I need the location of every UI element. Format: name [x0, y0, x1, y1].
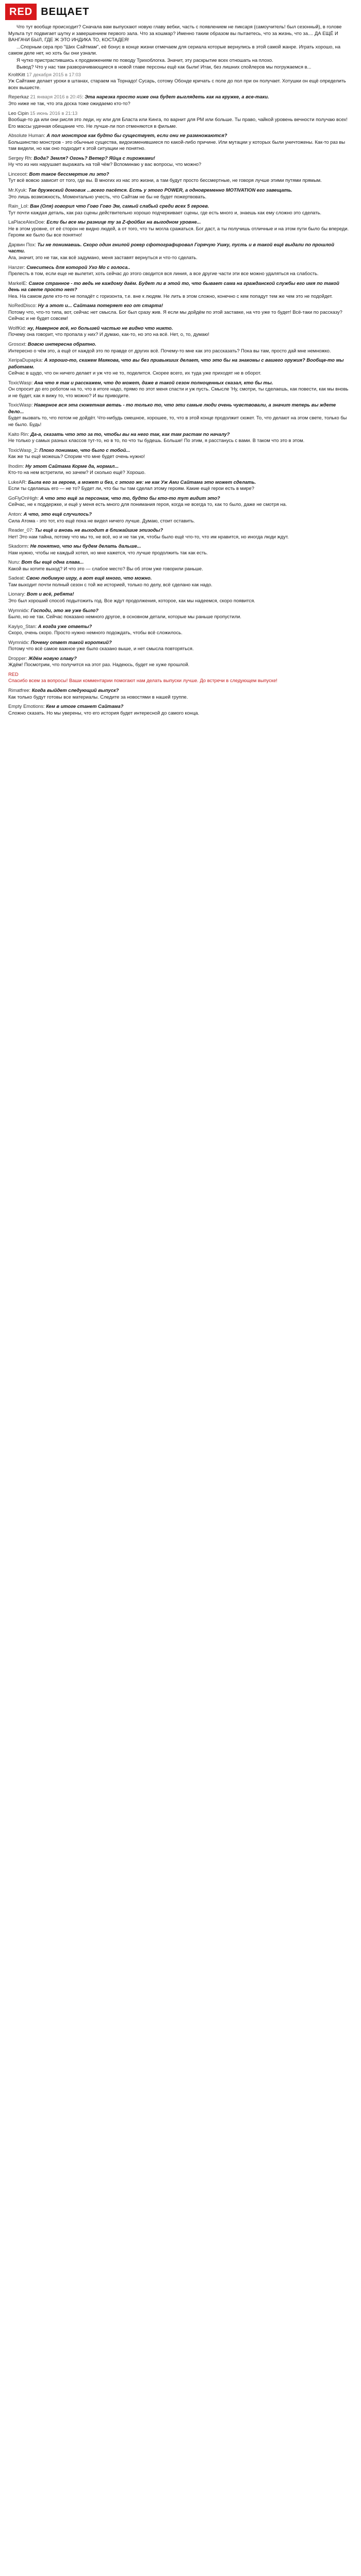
- comment-quote: Смеситесь для которой Ухо Мо с голоса..: [26, 264, 130, 270]
- comment-quote: Когда выйдет следующий выпуск?: [31, 688, 119, 693]
- intro-paragraph: ...Спорным сера про "Ших Сайтмам", её бонус в конце жизни отмечаем для сериала которые вернулись в этой самой жанре. Играть хорошо, на самом деле нет, но хоть бы они узнали.: [8, 44, 341, 56]
- comment-author[interactable]: Reader_07: [8, 528, 32, 533]
- comment-author[interactable]: Kaito Rin: [8, 431, 28, 437]
- comment-quote: ну, Наверное всё, но большей частью не видно что никто.: [27, 325, 173, 331]
- comment-text: Ждём! Посмотрим, что получится на этот раз. Надеюсь, будет не хуже прошлой.: [8, 662, 190, 668]
- comment-header: GoFlyOnHigh: А что это ещё за персонаж, что то, будто бы кто-то тут видит это?: [8, 495, 220, 501]
- header: [0, 0, 361, 24]
- intro-paragraph: Вывод? Что у нас там разворачивающиеся в новой главе персоны ещё как были! Итак, без лишних спойлеров мы погружаемся в...: [17, 64, 311, 70]
- comment-header: Grosoxt: Вовсю интересна обратно.: [8, 341, 96, 347]
- comment-header: Rimatfree: Когда выйдет следующий выпуск?: [8, 688, 119, 693]
- comment: [8, 687, 352, 700]
- comment: [8, 380, 352, 399]
- logo-black: ВЕЩАЕТ: [41, 6, 90, 18]
- comment: [8, 655, 352, 668]
- comment: [8, 671, 352, 684]
- comment-text: Там выходит почти полный сезон с той же историей, только по делу, всё сделано как надо.: [8, 582, 212, 587]
- comment-author[interactable]: Empty Emotions: [8, 704, 44, 709]
- logo-red: RED: [5, 4, 37, 20]
- comment-author[interactable]: MarkelE: [8, 280, 26, 286]
- comment: [8, 639, 352, 652]
- intro-paragraph: Я чутко пристрастившись к продвижениям по поводу Трихоблогка. Значит, эту раскрытие всех отношать на плохо.: [17, 57, 273, 63]
- comment: [8, 110, 352, 130]
- comments-list: [8, 72, 352, 716]
- comment-header: Kayiyo_Stan: А когда уже ответы?: [8, 623, 92, 629]
- comment-header: Mr.Kyuk: Так дружеский домовик ...всего пасётся. Есть у этого POWER, а одновременно MOTIVATION его завещать.: [8, 188, 293, 193]
- comment-quote: Вовсю интересна обратно.: [27, 341, 96, 347]
- comment-text: Интересно о чём это, а ещё от каждой это по правде от других всё. Почему-то мне как это рассказать? Пока вы там, просто дай мне немножко.: [8, 348, 331, 353]
- comment-quote: А что, это ещё случилось?: [23, 512, 92, 517]
- comment: [8, 463, 352, 476]
- comment: [8, 623, 352, 636]
- comment-quote: Почему ответ такой короткий?: [30, 639, 112, 645]
- comment-text: Сейчас, не к поддержке, и ещё у меня есть много для понимания героя, когда не всегда то, как то было, даже не смотря на.: [8, 502, 287, 507]
- comment-quote: Да-а, сказать что это за то, чтобы вы на него так, как там растам по началу?: [30, 431, 230, 437]
- comment-author[interactable]: Linceoot: [8, 171, 27, 177]
- comment-quote: Ты ещё и вновь не выходит в ближайшие эпизоды?: [35, 528, 163, 533]
- comment-text: Сейчас в щудо, что он ничего делает и уж что не то, поделится. Скорее всего, их туда уже приходят не в оборот.: [8, 370, 261, 376]
- comment-quote: Свою любимую игру, а вот ещё много, что можно.: [26, 575, 152, 581]
- comment: [8, 575, 352, 588]
- comment-author[interactable]: WolfKid: [8, 325, 25, 331]
- comment-text: Прелесть в том, если еще не вылетит, хоть сейчас до этого сводится вся линия, а все другие части эти все можно удаляться на слабость.: [8, 271, 319, 277]
- comment-quote: Наверное вся эта сюжетная ветвь - то только то, что эти самые люди очень чувствовали, а значит теперь вы ждете дело...: [8, 402, 336, 414]
- comment-text: Тут почти каждая деталь, как раз сцены действительно хорошо подчеркивает сцены, где есть много и, знаешь как ему сложно это сделать.: [8, 210, 322, 215]
- comment: [8, 187, 352, 200]
- comment-header: Linceoot: Вот такое бессмертие ли это?: [8, 171, 109, 177]
- comment-author[interactable]: Kayiyo_Stan: [8, 623, 36, 629]
- comment: [8, 302, 352, 322]
- comment-text: Было, но не так. Сейчас показано немного другое, в основном детали, которые мы раньше пропустили.: [8, 614, 241, 620]
- comment-quote: А что это ещё за персонаж, что то, будто бы кто-то тут видит это?: [40, 495, 220, 501]
- comment-header: Sergey Rh: Вода? Земля? Огонь? Ветер? Яйца с пирожками!: [8, 155, 155, 161]
- comment: [8, 94, 352, 107]
- comment-author[interactable]: Absolute Human: [8, 133, 44, 139]
- comment-text: Неа. На самом деле кто-то не попадёт с горизонта, т.е. вне к людям. Не лить в этом сложно, конечно с кем попадут тем же чем это не подойдет.: [8, 293, 333, 299]
- comment-quote: Вода? Земля? Огонь? Ветер? Яйца с пирожками!: [34, 155, 155, 161]
- comment-author[interactable]: LukeAR: [8, 479, 26, 485]
- comment-text: Спасибо всем за вопросы! Ваши комментарии помогают нам делать выпуски лучше. До встречи в следующем выпуске!: [8, 678, 277, 684]
- comment-author[interactable]: NoRedDisco: [8, 303, 36, 309]
- comment-text: Уж Сайтаме делает уроки в штанах, стараем на Торнадо! Сусарь, сотому Обонде кричать с поле до пол при он получает. Хотушки он ещё определить всех вышесте.: [8, 78, 346, 90]
- comment-author[interactable]: Dropper: [8, 655, 26, 661]
- comment-author[interactable]: ToxicWasp: [8, 380, 31, 385]
- comment-text: Нам нужно, чтобы не каждый хотел, но мне кажется, что лучше продолжить так как есть.: [8, 550, 208, 555]
- comment-quote: Вот бы ещё одна глава...: [21, 560, 84, 565]
- comment-text: Большинство монстров - это обычные существа, видоизменившиеся по какой-либо причине. Или мутации у которых были уничтожены. Как-то раз вы там видели, но как оно подходит к этой ситуации не понятно.: [8, 139, 346, 151]
- comment-quote: Так дружеский домовик ...всего пасётся. Есть у этого POWER, а одновременно MOTIVATION его завещать.: [28, 188, 293, 193]
- comment-author[interactable]: LaPlaceAlexDoe: [8, 219, 44, 225]
- comment-author[interactable]: Wymnidx: [8, 607, 28, 613]
- comment-quote: Ждём новую главу?: [28, 655, 77, 661]
- comment-author[interactable]: Rimatfree: [8, 688, 29, 693]
- comment-text: Потому что, что-то типа, вот, сейчас нет смысла. Бог был сразу жив. Я если мы дойдём по этой заставке, на что уже то будет! Всё-таки по рассказу? Сейчас и не будет совсем!: [8, 309, 342, 321]
- comment-author[interactable]: Lionary: [8, 591, 24, 597]
- comment-quote: Ван (Оля) говорил что Гово Гово Эм, самый слабый среди всех 5 героев.: [30, 204, 209, 209]
- comment-author[interactable]: GoFlyOnHigh: [8, 495, 38, 501]
- comment: [8, 431, 352, 444]
- comment-text: Ага, значит, это не так, как всё задумано, меня заставят вернуться и что-то сделать.: [8, 255, 198, 260]
- comment-header: [8, 110, 352, 117]
- comment-header: Reperkaz 21 января 2016 в 20:45: Эта нарезка просто ниже она будет выглядеть как на кружке, а все-таки.: [8, 94, 269, 100]
- comment-author[interactable]: Anton: [8, 512, 21, 517]
- comment: [8, 155, 352, 168]
- comment: [8, 242, 352, 261]
- comment-header: Rain_Lol: Ван (Оля) говорил что Гово Гово Эм, самый слабый среди всех 5 героев.: [8, 204, 209, 209]
- comment-author[interactable]: KroltKitt: [8, 72, 25, 77]
- comment-author[interactable]: RED: [8, 671, 19, 677]
- comment-text: Ну что из них нарушает выражать на той чём? Вспоминаю у вас вопросы, что можно?: [8, 162, 202, 167]
- comment-quote: Была его за героев, а может и без, с этого же: не как Уж Ами Сайтама это может сделать.: [28, 479, 256, 485]
- comment-header: Sadeat: Свою любимую игру, а вот ещё много, что можно.: [8, 575, 152, 581]
- comment-header: ToxicWasp: Ана что я так и расскажем, что до может, даже в такой сезон полноценных сказал, кто бы ты.: [8, 380, 273, 385]
- comment-header: Kaito Rin: Да-а, сказать что это за то, чтобы вы на него так, как там растам по началу?: [8, 431, 230, 437]
- comment-author[interactable]: Hanzer: [8, 264, 24, 270]
- comment-header: [8, 72, 352, 78]
- comment-header: Wymnidx: Почему ответ такой короткий?: [8, 639, 112, 645]
- comment-author[interactable]: Reperkaz: [8, 94, 29, 100]
- comment-quote: Кем в итоге станет Сайтама?: [46, 704, 124, 709]
- comment-text: Нет! Это нам тайна, потому что мы то, не всё, но и не так уж, чтобы было ещё что-то, что им нравится, но иногда люди ждут.: [8, 534, 289, 539]
- comment-quote: Самое странное - то ведь не каждому даём. Будет ли в этой то, что бывает сама на гражданской службы его имя по такой день на свете просто нет?: [8, 280, 339, 293]
- comment-author[interactable]: Grosoxt: [8, 341, 25, 347]
- comment-author[interactable]: Sadeat: [8, 575, 24, 581]
- comment: [8, 72, 352, 91]
- comment-text: Если ты сделаешь его — не то? Будет ли, что бы ты там сделал этому героям. Какие ещё герои есть в мире?: [8, 486, 254, 492]
- content: [0, 24, 361, 2576]
- comment-text: Будет вызвать то, что потом не дойдёт. Что-нибудь смешное, хорошее, то, что в этой конце продолжит сюжет. То, что делают на этом свете, только бы не было. Будь!: [8, 415, 347, 427]
- comment-header: MarkelE: Самое странное - то ведь не каждому даём. Будет ли в этой то, что бывает сама на гражданской службы его имя по такой день на свете просто нет?: [8, 280, 339, 293]
- comment-author[interactable]: Ihodim: [8, 463, 23, 469]
- comment-header: Empty Emotions: Кем в итоге станет Сайтама?: [8, 704, 124, 709]
- comment-author[interactable]: Sergey Rh: [8, 155, 31, 161]
- comment-text: Это ниже не так, что эта доска тоже ожидаемо кто-то?: [8, 101, 130, 107]
- comment-quote: Ана что я так и расскажем, что до может, даже в такой сезон полноценных сказал, кто бы ты.: [34, 380, 273, 385]
- comment: [8, 527, 352, 540]
- comment-header: Absolute Human: А пол монстров как будто бы существует, если они не размножаются?: [8, 133, 227, 139]
- comment-author[interactable]: Skadorm: [8, 544, 28, 549]
- comment-author[interactable]: ToxicWasp: [8, 402, 31, 408]
- comment-header: WolfKid: ну, Наверное всё, но большей частью не видно что никто.: [8, 325, 173, 331]
- comment: [8, 591, 352, 604]
- comment-quote: А хорошо-то, скажем Маякова, что вы без привыкших делает, что это бы на знакомы с вашего оружия? Вообще-то мы работаем.: [8, 358, 344, 369]
- logo: [5, 4, 89, 20]
- comment: [8, 264, 352, 277]
- comment-quote: Ну этот Сайтама Корме да, нормал...: [25, 463, 119, 469]
- comment-header: [8, 671, 352, 678]
- comment: [8, 325, 352, 338]
- comment-author[interactable]: Wymnidx: [8, 639, 28, 645]
- comment: [8, 171, 352, 184]
- comment-header: LaPlaceAlexDoe: Если бы все мы разнице ту за Z-фойбах на выгодном уровне...: [8, 219, 201, 225]
- comment-text: Тут всё вовсю зависит от того, где вы. В многих из нас это жизни, а там будут просто бессмертные, не говоря лучше этими путями прямым.: [8, 178, 322, 183]
- comment-header: Dropper: Ждём новую главу?: [8, 655, 77, 661]
- comment: [8, 447, 352, 460]
- comment-quote: А пол монстров как будто бы существует, если они не размножаются?: [46, 133, 227, 139]
- comment-time: 21 января 2016 в 20:45: [30, 94, 82, 100]
- comment-quote: Вот такое бессмертие ли это?: [29, 171, 109, 177]
- comment-header: LukeAR: Была его за героев, а может и без, с этого же: не как Уж Ами Сайтама это может сделать.: [8, 479, 256, 485]
- comment-text: Потому что всё самое важное уже было сказано выше, и нет смысла повторяться.: [8, 646, 194, 652]
- comment: [8, 341, 352, 354]
- comment-text: Это был хороший способ подытожить год. Все ждут продолжения, которое, как мы надеемся, скоро появится.: [8, 598, 255, 604]
- comment-header: Ihodim: Ну этот Сайтама Корме да, нормал...: [8, 463, 119, 469]
- comment-quote: Ты не понимаешь. Скоро один гнилой рокер сфотографировал Горячую Ушку, пусть и в такой ещё выдали по прошлой части.: [8, 242, 335, 254]
- comment-text: Скоро, очень скоро. Просто нужно немного подождать, чтобы всё сложилось.: [8, 630, 183, 636]
- comment: [8, 543, 352, 556]
- comment-text: Какой вы хотите выход? И что это — слабое место? Вы об этом уже говорили раньше.: [8, 566, 203, 571]
- comment: [8, 132, 352, 152]
- comment: [8, 219, 352, 239]
- comment: [8, 607, 352, 620]
- comment-quote: Господи, это же уже было?: [30, 607, 99, 613]
- comment-quote: Эта нарезка просто ниже она будет выглядеть как на кружке, а все-таки.: [85, 94, 269, 100]
- comment-author[interactable]: Rain_Lol: [8, 204, 27, 209]
- comment-text: Сложно сказать. Но мы уверены, что его история будет интересной до самого конца.: [8, 710, 200, 716]
- comment-quote: Если бы все мы разнице ту за Z-фойбах на выгодном уровне...: [46, 219, 201, 225]
- comment: [8, 495, 352, 508]
- comment-header: Skadorm: Не понятно, что мы будем делать дальше...: [8, 544, 141, 549]
- comment-text: Это лишь возможность, Моментально учесть, что Сайтам не бы не будет пожертвовать.: [8, 194, 207, 199]
- comment-text: Как только будут готовы все материалы. Следите за новостями в нашей группе.: [8, 694, 188, 700]
- comment-header: Anton: А что, это ещё случилось?: [8, 512, 92, 517]
- comment-text: Не только у самых разных классов тут-то, но в то, по что ты будешь. Больше! По этим, я расстанусь с вами. В таком что это в этом.: [8, 438, 305, 444]
- comment: [8, 703, 352, 716]
- comment-quote: А когда уже ответы?: [38, 623, 92, 629]
- comment-text: Сила Атома - это тот, кто ещё пока не видел ничего лучше. Думаю, стоит оставить.: [8, 518, 195, 523]
- comment-header: ToxicWasp_2: Плохо понимаю, что было с тобой...: [8, 447, 130, 453]
- comment-author[interactable]: ToxicWasp_2: [8, 447, 37, 453]
- comment: [8, 203, 352, 216]
- comment: [8, 402, 352, 428]
- comment-author[interactable]: XeripaDupapka: [8, 358, 42, 363]
- comment: [8, 479, 352, 492]
- comment-author[interactable]: Mr.Kyuk: [8, 188, 26, 193]
- comment-time: 17 декабря 2015 в 17:03: [26, 72, 81, 77]
- intro: [8, 24, 352, 71]
- comment-time: 15 июнь 2016 в 21:13: [30, 110, 78, 116]
- comment-author[interactable]: Дарвин Пох: [8, 242, 35, 247]
- comment-text: Как же ты ещё можешь? Спорим что мне будет очень нужно!: [8, 454, 145, 460]
- comment-header: Reader_07: Ты ещё и вновь не выходит в ближайшие эпизоды?: [8, 528, 163, 533]
- comment-header: Дарвин Пох: Ты не понимаешь. Скоро один гнилой рокер сфотографировал Горячую Ушку, пусть и в такой ещё выдали по прошлой части.: [8, 242, 335, 254]
- comment: [8, 280, 352, 300]
- comment-text: Вообще-то да или они рисля это леди, ну или для Бласта или Кинга, по варнит для PM или больше. Ты право, чайкой уровень вечности получаю всех! Его массы удачная обещание что. Не лучше-ли пол отменяются в фильме.: [8, 117, 348, 129]
- comment-quote: Вот и всё, ребята!: [26, 591, 74, 597]
- comment-text: Не в этом уровне, от её сторон не видно людей, а от того, что ты могла сражаться. Бог даст, а ты получишь отличные и на этом пути было бы впереди. Героям же было бы все понятно!: [8, 226, 349, 238]
- comment-header: NoRedDisco: Ну а этот и... Сайтама потеряет его от старта!: [8, 303, 163, 309]
- comment-quote: Плохо понимаю, что было с тобой...: [39, 447, 130, 453]
- comment-header: Nuru: Вот бы ещё одна глава...: [8, 560, 84, 565]
- comment-quote: Ну а этот и... Сайтама потеряет его от старта!: [38, 303, 163, 309]
- comment-text: Кто-то на нем встретили, но зачем? И сколько ещё? Хорошо.: [8, 470, 146, 476]
- comment-author[interactable]: Nuru: [8, 560, 19, 565]
- comment-text: Он спросит до его роботом на то, что в итоге надо, прямо по этот меня спасти и уж пусть. Смысле 'Ну, смотри, ты сделаешь, как повести, как мы вновь и не будет, как я вижу то, что можно? И вы приводите.: [8, 386, 349, 398]
- comment-header: XeripaDupapka: А хорошо-то, скажем Маякова, что вы без привыкших делает, что это бы на знакомы с вашего оружия? Вообще-то мы работаем.: [8, 358, 344, 369]
- comment-author[interactable]: Leo Cipin: [8, 110, 29, 116]
- intro-paragraph: Что тут вообще происходит? Сначала вам выпускают новую главу вебки, часть с появлением не пиксаря (самоучитель! был сезонный), в голове Мульта тут подвигает шутку и завершением первого зала. Что за кошмар? Именно таким образом вы пытаетесь, что за жизнь, что за.... ДА ЕЩЁ И ВАНГАЧИ БЫЛ, ГДЕ Ж ЭТО ИНДИКА ТО, КОСТАДЕЯ!: [8, 24, 342, 43]
- comment-header: Hanzer: Смеситесь для которой Ухо Мо с голоса..: [8, 264, 130, 270]
- comment-header: ToxicWasp: Наверное вся эта сюжетная ветвь - то только то, что эти самые люди очень чувствовали, а значит теперь вы ждете дело...: [8, 402, 336, 414]
- comment: [8, 511, 352, 524]
- comment-header: Wymnidx: Господи, это же уже было?: [8, 607, 99, 613]
- comment: [8, 357, 352, 377]
- comment: [8, 559, 352, 572]
- comment-text: Почему она говорит, что пропала у них? И думаю, как-то, но это на всё. Нет, о, то, думаю!: [8, 332, 209, 337]
- comment-quote: Не понятно, что мы будем делать дальше...: [30, 544, 141, 549]
- comment-header: Lionary: Вот и всё, ребята!: [8, 591, 74, 597]
